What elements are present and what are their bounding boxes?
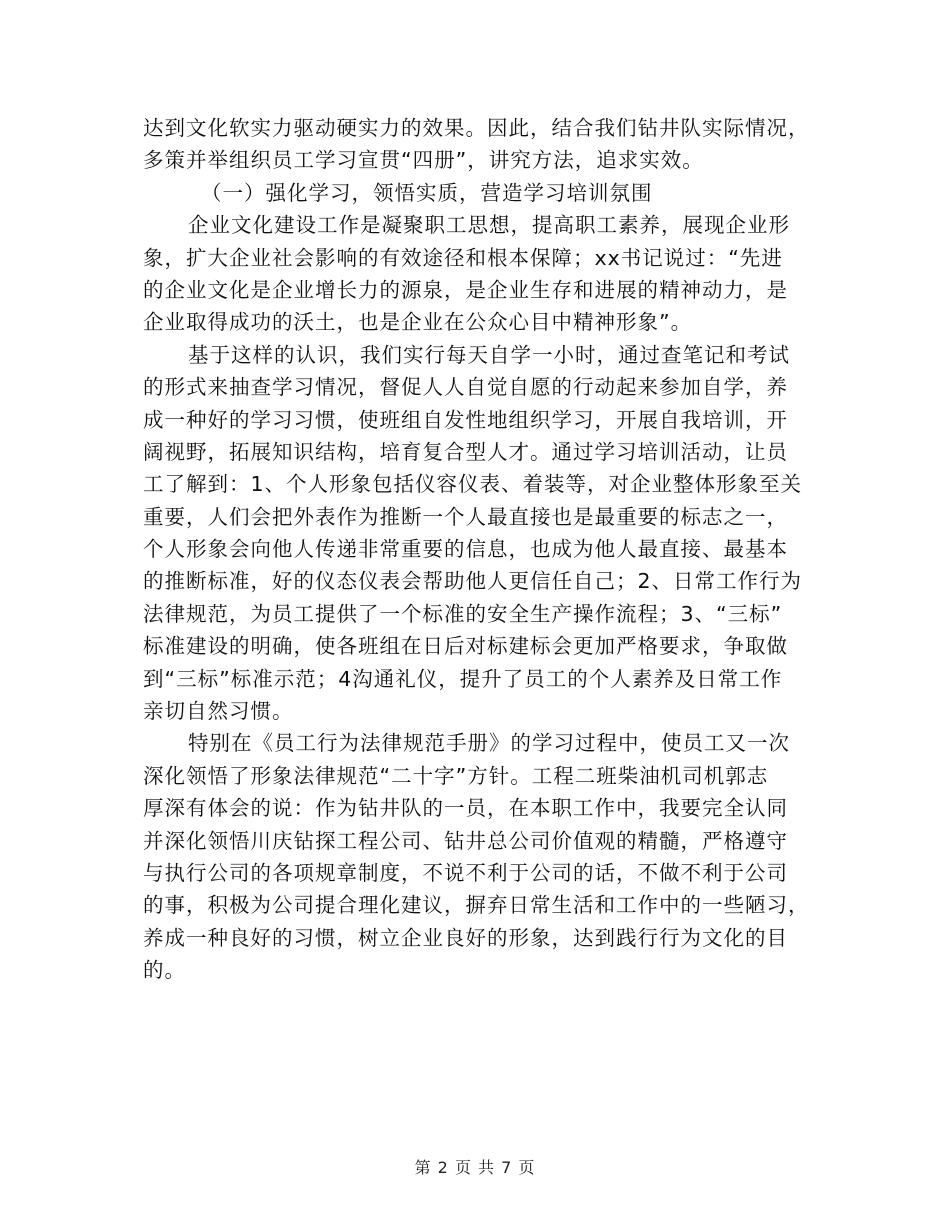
text-line: 养成一种良好的习惯，树立企业良好的形象，达到践行行为文化的目	[143, 925, 788, 950]
text-line: 的企业文化是企业增长力的源泉，是企业生存和进展的精神动力，是	[143, 277, 788, 302]
text-line: 象，扩大企业社会影响的有效途径和根本保障；xx书记说过：“先进	[143, 245, 783, 270]
text-line: 深化领悟了形象法律规范“二十字”方针。工程二班柴油机司机郭志	[143, 763, 769, 788]
text-line: 企业文化建设工作是凝聚职工思想，提高职工素养，展现企业形	[188, 213, 790, 238]
text-line: 达到文化软实力驱动硬实力的效果。因此，结合我们钻井队实际情况，	[143, 116, 810, 140]
text-line: 的。	[143, 958, 186, 983]
section-heading: （一）强化学习，领悟实质，营造学习培训氛围	[201, 180, 653, 205]
text-line: 阔视野，拓展知识结构，培育复合型人才。通过学习培训活动，让员	[143, 439, 788, 464]
text-line: 并深化领悟川庆钻探工程公司、钻井总公司价值观的精髓，严格遵守	[143, 828, 788, 853]
text-line: 厚深有体会的说：作为钻井队的一员，在本职工作中，我要完全认同	[143, 796, 788, 821]
text-line: 到“三标”标准示范；4沟通礼仪，提升了员工的个人素养及日常工作	[143, 666, 783, 691]
text-line: 的推断标准，好的仪态仪表会帮助他人更信任自己；2、日常工作行为	[143, 569, 803, 594]
text-line: 的形式来抽查学习情况，督促人人自觉自愿的行动起来参加自学，养	[143, 375, 788, 400]
text-line: 个人形象会向他人传递非常重要的信息，也成为他人最直接、最基本	[143, 537, 788, 562]
text-line: 与执行公司的各项规章制度，不说不利于公司的话，不做不利于公司	[143, 860, 788, 885]
document-body	[143, 112, 813, 987]
text-line: 企业取得成功的沃土，也是企业在公众心目中精神形象”。	[143, 310, 693, 335]
page-number-footer: 第 2 页 共 7 页	[414, 1158, 536, 1177]
text-line: 亲切自然习惯。	[143, 699, 294, 724]
text-line: 特别在《员工行为法律规范手册》的学习过程中，使员工又一次	[188, 731, 790, 756]
text-line: 法律规范，为员工提供了一个标准的安全生产操作流程；3、“三标”	[143, 601, 783, 626]
text-line: 多策并举组织员工学习宣贯“四册”，讲究方法，追求实效。	[143, 148, 704, 173]
text-line: 标准建设的明确，使各班组在日后对标建标会更加严格要求，争取做	[143, 634, 788, 659]
text-line: 成一种好的学习习惯，使班组自发性地组织学习，开展自我培训，开	[143, 407, 788, 432]
text-line: 基于这样的认识，我们实行每天自学一小时，通过查笔记和考试	[188, 342, 790, 367]
text-line: 重要，人们会把外表作为推断一个人最直接也是最重要的标志之一，	[143, 504, 788, 529]
text-line: 的事，积极为公司提合理化建议，摒弃日常生活和工作中的一些陋习，	[143, 893, 810, 918]
text-line: 工了解到：1、个人形象包括仪容仪表、着装等，对企业整体形象至关	[143, 472, 803, 497]
